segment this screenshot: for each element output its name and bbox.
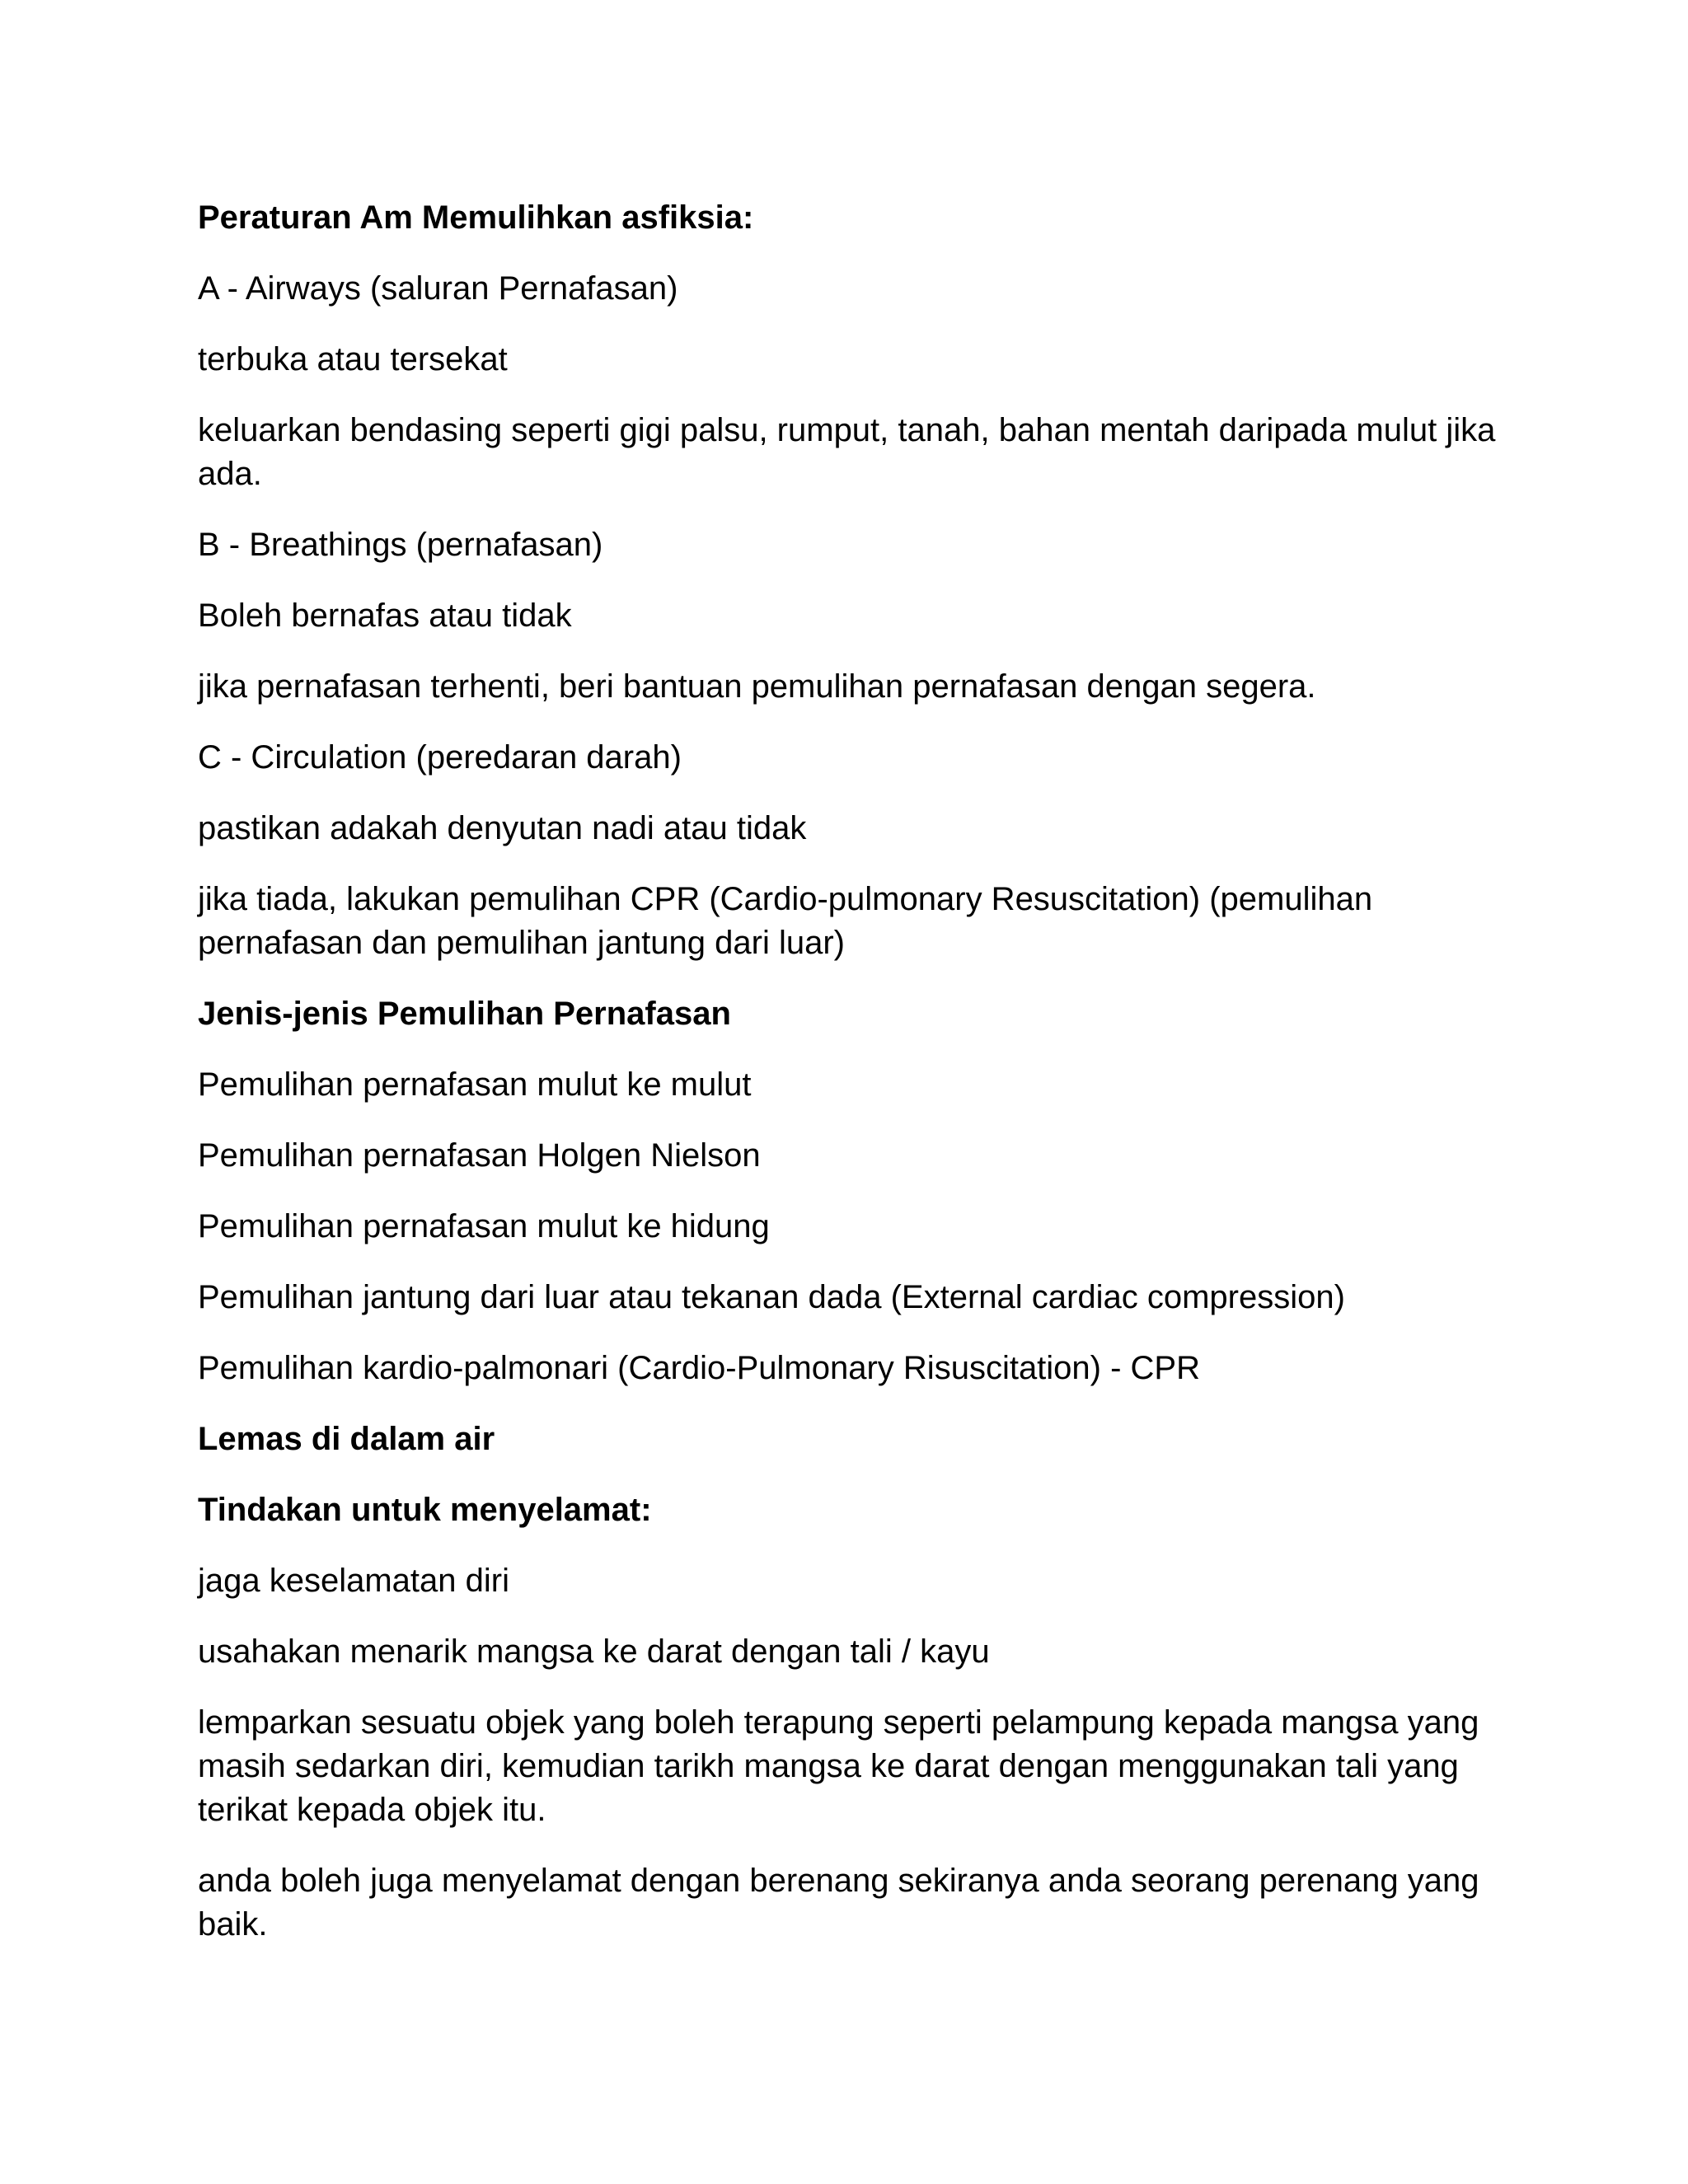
resuscitation-type-cpr: Pemulihan kardio-palmonari (Cardio-Pulmonary Risuscitation) - CPR [198, 1350, 1200, 1386]
resuscitation-type-holgen-nielson: Pemulihan pernafasan Holgen Nielson [198, 1137, 761, 1174]
resuscitation-type-mouth-to-mouth: Pemulihan pernafasan mulut ke mulut [198, 1066, 752, 1103]
breathing-detail-action: jika pernafasan terhenti, beri bantuan pemulihan pernafasan dengan segera. [198, 668, 1316, 705]
rescue-action-throw-float: lemparkan sesuatu objek yang boleh terapung seperti pelampung kepada mangsa yang masih sedarkan diri, kemudian tarikh mangsa ke darat dengan menggunakan tali yang terikat kepada objek itu. [198, 1704, 1479, 1828]
resuscitation-type-mouth-to-nose: Pemulihan pernafasan mulut ke hidung [198, 1208, 770, 1244]
heading-resuscitation-types: Jenis-jenis Pemulihan Pernafasan [198, 996, 731, 1032]
circulation-detail-cpr: jika tiada, lakukan pemulihan CPR (Cardio-pulmonary Resuscitation) (pemulihan pernafasan dan pemulihan jantung dari luar) [198, 881, 1373, 961]
resuscitation-type-chest-compression: Pemulihan jantung dari luar atau tekanan dada (External cardiac compression) [198, 1279, 1345, 1315]
airways-detail-open: terbuka atau tersekat [198, 341, 508, 377]
breathing-detail-check: Boleh bernafas atau tidak [198, 598, 572, 634]
rescue-action-pull-ashore: usahakan menarik mangsa ke darat dengan tali / kayu [198, 1633, 990, 1670]
rescue-action-swim: anda boleh juga menyelamat dengan berenang sekiranya anda seorang perenang yang baik. [198, 1863, 1479, 1943]
rescue-action-self-safety: jaga keselamatan diri [198, 1563, 509, 1599]
airways-item: A - Airways (saluran Pernafasan) [198, 270, 678, 307]
heading-drowning: Lemas di dalam air [198, 1421, 495, 1457]
airways-detail-remove: keluarkan bendasing seperti gigi palsu, rumput, tanah, bahan mentah daripada mulut jika ada. [198, 412, 1496, 492]
heading-asphyxia-rules: Peraturan Am Memulihkan asfiksia: [198, 199, 754, 236]
heading-rescue-actions: Tindakan untuk menyelamat: [198, 1492, 652, 1528]
circulation-detail-pulse: pastikan adakah denyutan nadi atau tidak [198, 810, 807, 846]
circulation-item: C - Circulation (peredaran darah) [198, 739, 682, 776]
document-page [198, 196, 1533, 1974]
breathing-item: B - Breathings (pernafasan) [198, 527, 603, 563]
